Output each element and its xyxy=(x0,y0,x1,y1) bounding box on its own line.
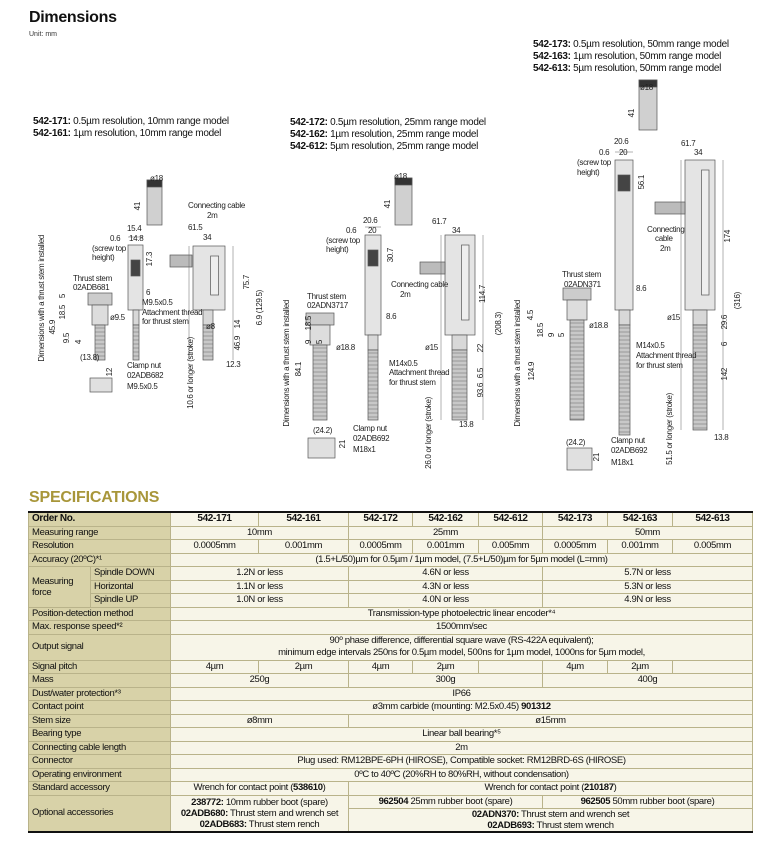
model-542-163: 542-163 xyxy=(608,512,673,526)
table-row-optional-accessories: Optional accessories 238772: 10mm rubber boot (spare) 02ADB680: Thrust stem and wrench set 02ADB683: Thrust stem rench 962504 25mm rubber boot (spare) 962505 50mm rubber boot (spare) xyxy=(29,795,753,809)
model-542-172: 542-172 xyxy=(349,512,413,526)
table-row-cable-length: Connecting cable length 2m xyxy=(29,741,753,755)
dimension-label: M18x1 xyxy=(353,445,376,454)
dimension-label: 174 xyxy=(723,230,732,243)
dimension-label: M14x0.5 xyxy=(636,341,665,350)
dimension-label: 6.5 xyxy=(476,368,485,379)
dimension-label: Attachment thread xyxy=(389,368,450,377)
dimension-label: for thrust stem xyxy=(142,317,189,326)
side-stem xyxy=(693,310,707,325)
dimension-label: 75.7 xyxy=(242,275,251,290)
dimension-label: 0.6 xyxy=(346,226,357,235)
spindle xyxy=(368,335,378,350)
dimension-label: ø15 xyxy=(425,343,438,352)
display-window xyxy=(368,250,378,266)
thrust-stem xyxy=(563,288,591,300)
sensor-body xyxy=(128,245,143,310)
dimension-label: 10.6 or longer (stroke) xyxy=(186,337,195,409)
model-542-162: 542-162 xyxy=(413,512,479,526)
dimension-label: 22 xyxy=(476,344,485,353)
dimension-label: for thrust stem xyxy=(389,378,436,387)
dimension-label: (screw top xyxy=(577,158,611,167)
clamp-nut-hex xyxy=(567,448,592,470)
dimension-label: height) xyxy=(577,168,600,177)
dimension-label: ø9.5 xyxy=(110,313,125,322)
dimension-label: 61.7 xyxy=(681,139,696,148)
dimension-label: 29.6 xyxy=(720,315,729,330)
dimension-label: Thrust stem xyxy=(307,292,346,301)
dimension-label: 02ADB692 xyxy=(353,434,390,443)
table-row-force-down: Measuring force Spindle DOWN 1.2N or less 4.6N or less 5.7N or less xyxy=(29,567,753,581)
dimension-label: 26.0 or longer (stroke) xyxy=(424,397,433,469)
table-row-measuring-range: Measuring range 10mm 25mm 50mm xyxy=(29,526,753,540)
dimension-label: 4 xyxy=(74,340,83,345)
dimension-label: 9 xyxy=(547,333,556,338)
dimension-label: (screw top xyxy=(92,244,126,253)
dimension-label: 13.8 xyxy=(459,420,474,429)
dimension-label: 45.9 xyxy=(48,320,57,335)
side-body xyxy=(445,235,475,335)
dimension-label: 61.5 xyxy=(188,223,203,232)
dimension-label: 21 xyxy=(338,440,347,449)
dimension-label: for thrust stem xyxy=(636,361,683,370)
dimension-label: 20 xyxy=(368,226,377,235)
table-row-mass: Mass 250g 300g 400g xyxy=(29,674,753,688)
dimension-label: height) xyxy=(326,245,349,254)
dimension-label: M18x1 xyxy=(611,458,634,467)
dimension-label: 18.5 xyxy=(536,323,545,338)
dimension-label: 5 xyxy=(557,333,566,338)
table-row-force-up: Spindle UP 1.0N or less 4.0N or less 4.9N or less xyxy=(29,594,753,608)
dimension-label: 4.5 xyxy=(526,310,535,321)
dimension-label: 2m xyxy=(660,244,671,253)
specifications-heading: SPECIFICATIONS xyxy=(29,489,160,506)
dimension-label: 41 xyxy=(133,202,142,211)
spindle xyxy=(133,310,139,325)
dimension-label: ø18 xyxy=(394,172,407,181)
dimension-label: cable xyxy=(655,234,673,243)
thrust-stem-body xyxy=(92,305,108,325)
dimension-label: Clamp nut xyxy=(127,361,161,370)
table-row-connector: Connector Plug used: RM12BPE-6PH (HIROSE), Compatible socket: RM12BRD-6S (HIROSE) xyxy=(29,755,753,769)
dimension-label: 15.4 xyxy=(127,224,142,233)
dimension-label: M14x0.5 xyxy=(389,359,418,368)
dimension-label: 02ADN3717 xyxy=(307,301,348,310)
model-542-161: 542-161 xyxy=(259,512,349,526)
dimension-label: height) xyxy=(92,253,115,262)
dimension-label: (316) xyxy=(733,292,742,310)
drawing-1-caption: 542-171: 0.5µm resolution, 10mm range model 542-161: 1µm resolution, 10mm range model xyxy=(33,116,229,139)
side-body xyxy=(685,160,715,310)
dimension-label: 2m xyxy=(400,290,411,299)
dimension-label: Dimensions with a thrust stem installed xyxy=(282,300,291,427)
dimension-label: 20 xyxy=(619,148,628,157)
clamp-nut-hex xyxy=(308,438,335,458)
dimension-label: 17.3 xyxy=(145,252,154,267)
dimension-label: 02ADN371 xyxy=(564,280,601,289)
display-window xyxy=(618,175,630,191)
dimension-label: M9.5x0.5 xyxy=(142,298,173,307)
side-rail xyxy=(462,245,470,320)
dimension-label: 34 xyxy=(203,233,212,242)
unit-note: Unit: mm xyxy=(29,31,57,38)
dimension-label: 9 xyxy=(304,340,313,345)
clamp-nut-hex xyxy=(90,378,112,392)
model-542-171: 542-171 xyxy=(171,512,259,526)
dimension-label: 02ADB692 xyxy=(611,446,648,455)
dimension-label: Clamp nut xyxy=(353,424,387,433)
side-rail xyxy=(702,170,710,295)
dimension-label: Connecting xyxy=(647,225,685,234)
model-542-612: 542-612 xyxy=(479,512,543,526)
thrust-stem xyxy=(88,293,112,305)
dimension-label: 20.6 xyxy=(363,216,378,225)
side-stem xyxy=(452,335,467,350)
dimension-label: ø18.8 xyxy=(589,321,608,330)
table-row-detection: Position-detection method Transmission-type photoelectric linear encoder*⁴ xyxy=(29,607,753,621)
dimension-label: 13.8 xyxy=(714,433,729,442)
table-row-stem-size: Stem size ø8mm ø15mm xyxy=(29,714,753,728)
dimension-label: 20.6 xyxy=(614,137,629,146)
dimension-label: 34 xyxy=(694,148,703,157)
table-row-accuracy: Accuracy (20ºC)*¹ (1.5+L/50)µm for 0.5µm / 1µm model, (7.5+L/50)µm for 5µm model (L=mm) xyxy=(29,553,753,567)
dimension-label: 12 xyxy=(105,368,114,377)
dimension-label: 6.9 (129.5) xyxy=(255,290,264,326)
dimension-label: Thrust stem xyxy=(73,274,112,283)
cable-plug xyxy=(170,255,192,267)
table-row-force-horizontal: Horizontal 1.1N or less 4.3N or less 5.3N or less xyxy=(29,580,753,594)
dimension-label: Connecting cable xyxy=(391,280,449,289)
dimension-label: 02ADB682 xyxy=(127,371,164,380)
dimension-label: 41 xyxy=(383,200,392,209)
page-title: Dimensions xyxy=(29,9,117,26)
dimension-label: Clamp nut xyxy=(611,436,645,445)
table-row-resolution: Resolution 0.0005mm 0.001mm 0.0005mm 0.001mm 0.005mm 0.0005mm 0.001mm 0.005mm xyxy=(29,540,753,554)
dimension-label: 56.1 xyxy=(637,175,646,190)
dimension-label: 142 xyxy=(720,368,729,381)
dimension-label: 34 xyxy=(452,226,461,235)
table-row-dust: Dust/water protection*³ IP66 xyxy=(29,687,753,701)
model-542-173: 542-173 xyxy=(543,512,608,526)
dimension-label: 51.5 or longer (stroke) xyxy=(665,393,674,465)
side-rail xyxy=(211,256,219,295)
dimension-label: M9.5x0.5 xyxy=(127,382,158,391)
dimension-label: 21 xyxy=(592,453,601,462)
table-row-bearing: Bearing type Linear ball bearing*⁵ xyxy=(29,728,753,742)
dimension-label: Thrust stem xyxy=(562,270,601,279)
dimension-label: 5 xyxy=(315,340,324,345)
dimension-label: (24.2) xyxy=(566,438,586,447)
side-body xyxy=(193,246,225,310)
dimension-label: Dimensions with a thrust stem installed xyxy=(37,235,46,362)
dimension-label: 6 xyxy=(146,288,151,297)
dimension-label: 5 xyxy=(58,294,67,299)
dimension-label: 0.6 xyxy=(110,234,121,243)
dimension-label: 14 xyxy=(233,320,242,329)
dimension-label: (screw top xyxy=(326,236,360,245)
dimension-label: Attachment thread xyxy=(636,351,697,360)
cable-plug xyxy=(655,202,685,214)
dimension-label: ø18.8 xyxy=(336,343,355,352)
dimension-label: 124.9 xyxy=(527,362,536,381)
table-row-order-no: Order No. 542-171 542-161 542-172 542-162 542-612 542-173 542-163 542-613 xyxy=(29,512,753,526)
dimension-label: 8.6 xyxy=(386,312,397,321)
table-row-output-signal: Output signal 90º phase difference, differential square wave (RS-422A equivalent); minimum edge intervals 250ns for 0.5µm model, 500ns for 1µm model, 1000ns for 5µm model, xyxy=(29,634,753,660)
dimension-label: 84.1 xyxy=(294,362,303,377)
dimension-label: (13.8) xyxy=(80,353,100,362)
display-window xyxy=(131,260,140,276)
thrust-stem-body xyxy=(567,300,587,320)
spindle xyxy=(619,310,630,325)
dimension-label: Dimensions with a thrust stem installed xyxy=(513,300,522,427)
dimension-label: 18.5 xyxy=(304,316,313,331)
dimension-label: Connecting cable xyxy=(188,201,246,210)
table-row-response-speed: Max. response speed*² 1500mm/sec xyxy=(29,621,753,635)
dimension-label: 9.5 xyxy=(62,333,71,344)
dimension-label: 41 xyxy=(627,109,636,118)
dimension-label: 18.5 xyxy=(58,305,67,320)
dimension-label: 2m xyxy=(207,211,218,220)
table-row-signal-pitch: Signal pitch 4µm 2µm 4µm 2µm 4µm 2µm xyxy=(29,660,753,674)
dimension-label: 02ADB681 xyxy=(73,283,110,292)
dimension-label: 114.7 xyxy=(478,285,487,303)
dimension-label: 30.7 xyxy=(386,248,395,263)
drawing-3-caption: 542-173: 0.5µm resolution, 50mm range model 542-163: 1µm resolution, 50mm range model 542-613: 5µm resolution, 50mm range model xyxy=(533,39,729,74)
table-row-standard-accessory: Standard accessory Wrench for contact point (538610) Wrench for contact point (210187) xyxy=(29,782,753,796)
dimension-label: 8.6 xyxy=(636,284,647,293)
dimension-label: ø18 xyxy=(640,83,653,92)
table-row-environment: Operating environment 0ºC to 40ºC (20%RH to 80%RH, without condensation) xyxy=(29,768,753,782)
dimension-label: 0.6 xyxy=(599,148,610,157)
dimension-label: ø18 xyxy=(150,174,163,183)
specifications-table xyxy=(28,511,753,833)
dimension-label: ø8 xyxy=(206,322,215,331)
dimension-label: 61.7 xyxy=(432,217,447,226)
drawing-2-caption: 542-172: 0.5µm resolution, 25mm range model 542-162: 1µm resolution, 25mm range model 542-612: 5µm resolution, 25mm range model xyxy=(290,117,486,152)
dimension-label: (24.2) xyxy=(313,426,333,435)
model-542-613: 542-613 xyxy=(673,512,753,526)
dimension-label: 46.9 xyxy=(233,336,242,351)
dimension-label: (208.3) xyxy=(494,312,503,336)
dimension-label: 14.8 xyxy=(129,234,144,243)
bellows xyxy=(693,325,707,430)
dimension-label: ø15 xyxy=(667,313,680,322)
table-row-optional-accessories-cont: 02ADN370: Thrust stem and wrench set 02ADB693: Thrust stem wrench xyxy=(29,809,753,833)
dimension-label: 12.3 xyxy=(226,360,241,369)
bellows xyxy=(133,325,139,360)
table-row-contact-point: Contact point ø3mm carbide (mounting: M2.5x0.45) 901312 xyxy=(29,701,753,715)
dimension-label: 93.6 xyxy=(476,383,485,398)
dimension-label: Attachment thread xyxy=(142,308,203,317)
dimension-label: 6 xyxy=(720,342,729,347)
